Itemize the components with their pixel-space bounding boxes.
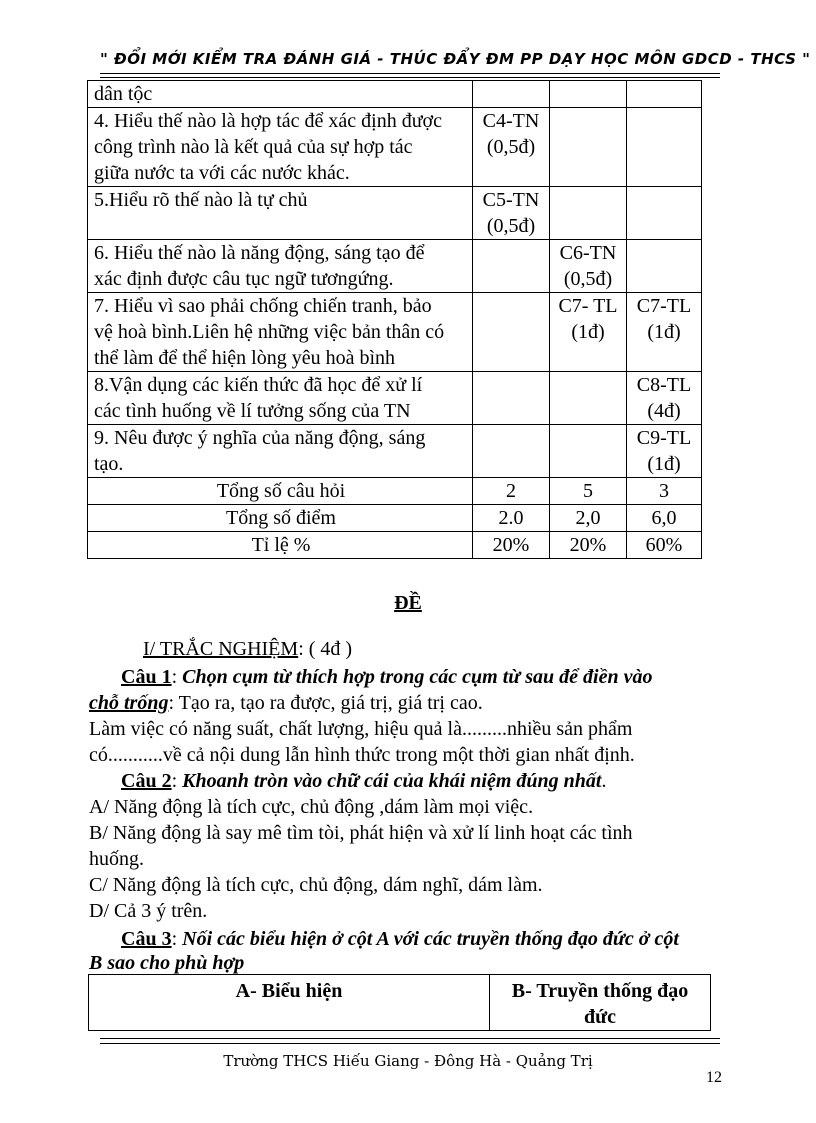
matrix-level-1-cell-line: C4-TN bbox=[482, 110, 540, 132]
section-1-heading bbox=[143, 636, 352, 662]
matrix-total-label: Tổng số câu hỏi bbox=[88, 478, 473, 505]
matrix-description-cell bbox=[88, 187, 473, 240]
matrix-level-2-cell-line: C7- TL bbox=[558, 295, 618, 317]
question-2-label: Câu 2 bbox=[121, 770, 172, 792]
matrix-level-3-cell-line: (4đ) bbox=[647, 400, 681, 422]
matrix-level-1-cell bbox=[473, 293, 550, 372]
matrix-row bbox=[88, 240, 702, 293]
header-rule-top bbox=[100, 73, 720, 74]
matrix-total-level-3: 3 bbox=[627, 478, 702, 505]
matrix-level-3-cell bbox=[627, 81, 702, 108]
matrix-row bbox=[88, 372, 702, 425]
matrix-total-level-1: 2 bbox=[473, 478, 550, 505]
matrix-total-level-2: 20% bbox=[550, 532, 627, 559]
header-rule-bottom bbox=[100, 77, 720, 78]
matrix-description-cell bbox=[88, 293, 473, 372]
matrix-total-level-1: 20% bbox=[473, 532, 550, 559]
question-2-option-c: C/ Năng động là tích cực, chủ động, dám nghĩ, dám làm. bbox=[89, 874, 543, 896]
matrix-description-cell-line: giữa nước ta với các nước khác. bbox=[94, 162, 350, 184]
assessment-matrix-table bbox=[87, 80, 702, 559]
matrix-level-3-cell-line: C7-TL bbox=[636, 295, 692, 317]
matrix-row bbox=[88, 425, 702, 478]
matrix-total-row bbox=[88, 478, 702, 505]
matrix-level-3-cell bbox=[627, 293, 702, 372]
column-b-header-line-1: B- Truyền thống đạo bbox=[511, 980, 689, 1002]
matrix-level-2-cell bbox=[550, 293, 627, 372]
matrix-level-1-cell bbox=[473, 240, 550, 293]
matrix-level-2-cell bbox=[550, 240, 627, 293]
matching-table-header-row bbox=[89, 975, 711, 1031]
matrix-level-1-cell bbox=[473, 425, 550, 478]
matrix-level-3-cell bbox=[627, 187, 702, 240]
footer-school: Trường THCS Hiếu Giang - Đông Hà - Quảng Trị bbox=[223, 1052, 593, 1070]
matrix-row bbox=[88, 81, 702, 108]
matrix-level-3-cell-line: C8-TL bbox=[636, 374, 692, 396]
question-1-instruction-a: Chọn cụm từ thích hợp trong các cụm từ sau để điền vào bbox=[182, 666, 653, 688]
matrix-total-row bbox=[88, 505, 702, 532]
matrix-level-3-cell-line: (1đ) bbox=[647, 321, 681, 343]
matrix-level-3-cell bbox=[627, 425, 702, 478]
matrix-level-1-cell bbox=[473, 372, 550, 425]
matrix-level-2-cell-line: (1đ) bbox=[571, 321, 605, 343]
matrix-level-2-cell-line: C6-TN bbox=[559, 242, 617, 264]
matrix-level-2-cell-line: (0,5đ) bbox=[563, 268, 613, 290]
section-1-points: : ( 4đ ) bbox=[298, 638, 353, 660]
column-b-header-line-2: đức bbox=[583, 1006, 616, 1028]
matrix-level-2-cell bbox=[550, 81, 627, 108]
matrix-total-label: Tổng số điểm bbox=[88, 505, 473, 532]
matrix-description-cell-line: xác định được câu tục ngữ tươngứng. bbox=[94, 268, 394, 290]
matrix-total-level-3: 6,0 bbox=[627, 505, 702, 532]
matrix-description-cell-line: 8.Vận dụng các kiến thức đã học để xử lí bbox=[94, 374, 423, 396]
question-1-line-1: Làm việc có năng suất, chất lượng, hiệu quả là.........nhiều sản phẩm bbox=[89, 718, 633, 740]
matrix-description-cell-line: 6. Hiểu thế nào là năng động, sáng tạo để bbox=[94, 242, 425, 264]
matrix-level-1-cell bbox=[473, 108, 550, 187]
header-title: " ĐỔI MỚI KIỂM TRA ĐÁNH GIÁ - THÚC ĐẨY ĐM PP DẠY HỌC MÔN GDCD - THCS " bbox=[100, 50, 811, 68]
matrix-level-3-cell bbox=[627, 372, 702, 425]
matrix-total-row bbox=[88, 532, 702, 559]
page-number: 12 bbox=[706, 1069, 722, 1086]
question-1-instruction: Câu 1: Chọn cụm từ thích hợp trong các cụm từ sau để điền vào bbox=[121, 666, 653, 688]
matrix-level-1-cell bbox=[473, 81, 550, 108]
matrix-description-cell bbox=[88, 81, 473, 108]
matrix-level-2-cell bbox=[550, 372, 627, 425]
matrix-level-3-cell bbox=[627, 108, 702, 187]
matrix-total-level-3: 60% bbox=[627, 532, 702, 559]
matrix-level-1-cell-line: C5-TN bbox=[482, 189, 540, 211]
matrix-description-cell bbox=[88, 372, 473, 425]
matrix-level-1-cell bbox=[473, 187, 550, 240]
question-3-instruction: Câu 3: Nối các biểu hiện ở cột A với các truyền thống đạo đức ở cột bbox=[121, 928, 679, 950]
question-3-label: Câu 3 bbox=[121, 928, 172, 950]
question-1-instruction-b: chỗ trống bbox=[89, 692, 169, 714]
column-b-header bbox=[490, 975, 711, 1031]
question-2-option-a: A/ Năng động là tích cực, chủ động ,dám làm mọi việc. bbox=[89, 796, 534, 818]
matrix-description-cell-line: 9. Nêu được ý nghĩa của năng động, sáng bbox=[94, 427, 426, 449]
question-2-option-b-cont: huống. bbox=[89, 848, 144, 870]
question-3-instruction-a: Nối các biểu hiện ở cột A với các truyền thống đạo đức ở cột bbox=[182, 928, 679, 950]
matrix-level-2-cell bbox=[550, 187, 627, 240]
matrix-level-1-cell-line: (0,5đ) bbox=[486, 215, 536, 237]
column-a-header: A- Biểu hiện bbox=[89, 975, 490, 1031]
footer-rule-bottom bbox=[100, 1043, 720, 1044]
matrix-total-level-2: 5 bbox=[550, 478, 627, 505]
question-3-instruction-b: B sao cho phù hợp bbox=[89, 952, 245, 974]
matrix-description-cell-line: công trình nào là kết quả của sự hợp tác bbox=[94, 136, 413, 158]
question-2-option-b: B/ Năng động là say mê tìm tòi, phát hiện và xử lí linh hoạt các tình bbox=[89, 822, 633, 844]
question-2-instruction: Câu 2: Khoanh tròn vào chữ cái của khái niệm đúng nhất. bbox=[121, 770, 607, 792]
question-1-words: : Tạo ra, tạo ra được, giá trị, giá trị cao. bbox=[168, 692, 483, 714]
matrix-total-level-1: 2.0 bbox=[473, 505, 550, 532]
matrix-description-cell bbox=[88, 240, 473, 293]
matrix-row bbox=[88, 293, 702, 372]
matching-table bbox=[88, 974, 711, 1031]
section-1-label: I/ TRẮC NGHIỆM bbox=[143, 638, 299, 660]
matrix-level-3-cell-line: C9-TL bbox=[636, 427, 692, 449]
matrix-level-2-cell bbox=[550, 425, 627, 478]
matrix-total-label: Tỉ lệ % bbox=[88, 532, 473, 559]
matrix-level-1-cell-line: (0,5đ) bbox=[486, 136, 536, 158]
matrix-description-cell-line: 7. Hiểu vì sao phải chống chiến tranh, bảo bbox=[94, 295, 432, 317]
question-1-word-list bbox=[89, 690, 729, 716]
matrix-description-cell-line: 5.Hiểu rõ thế nào là tự chủ bbox=[94, 189, 308, 211]
matrix-row bbox=[88, 187, 702, 240]
matrix-level-3-cell bbox=[627, 240, 702, 293]
matrix-level-3-cell-line: (1đ) bbox=[647, 453, 681, 475]
matrix-description-cell-line: dân tộc bbox=[94, 83, 153, 105]
matrix-description-cell-line: thể làm để thể hiện lòng yêu hoà bình bbox=[94, 347, 396, 369]
matrix-level-2-cell bbox=[550, 108, 627, 187]
footer-rule-top bbox=[100, 1038, 720, 1039]
question-1-line-2: có...........về cả nội dung lẫn hình thức trong một thời gian nhất định. bbox=[89, 744, 635, 766]
matrix-description-cell bbox=[88, 108, 473, 187]
matrix-description-cell-line: các tình huống về lí tưởng sống của TN bbox=[94, 400, 411, 422]
question-1-label: Câu 1 bbox=[121, 666, 172, 688]
matrix-description-cell-line: vệ hoà bình.Liên hệ những việc bản thân có bbox=[94, 321, 445, 343]
matrix-row bbox=[88, 108, 702, 187]
question-2-option-d: D/ Cả 3 ý trên. bbox=[89, 900, 208, 922]
matrix-description-cell-line: tạo. bbox=[94, 453, 124, 475]
matrix-description-cell bbox=[88, 425, 473, 478]
exam-title: ĐỀ bbox=[394, 592, 422, 614]
matrix-description-cell-line: 4. Hiểu thế nào là hợp tác để xác định được bbox=[94, 110, 442, 132]
matrix-total-level-2: 2,0 bbox=[550, 505, 627, 532]
question-2-instruction-text: Khoanh tròn vào chữ cái của khái niệm đúng nhất bbox=[182, 770, 602, 792]
